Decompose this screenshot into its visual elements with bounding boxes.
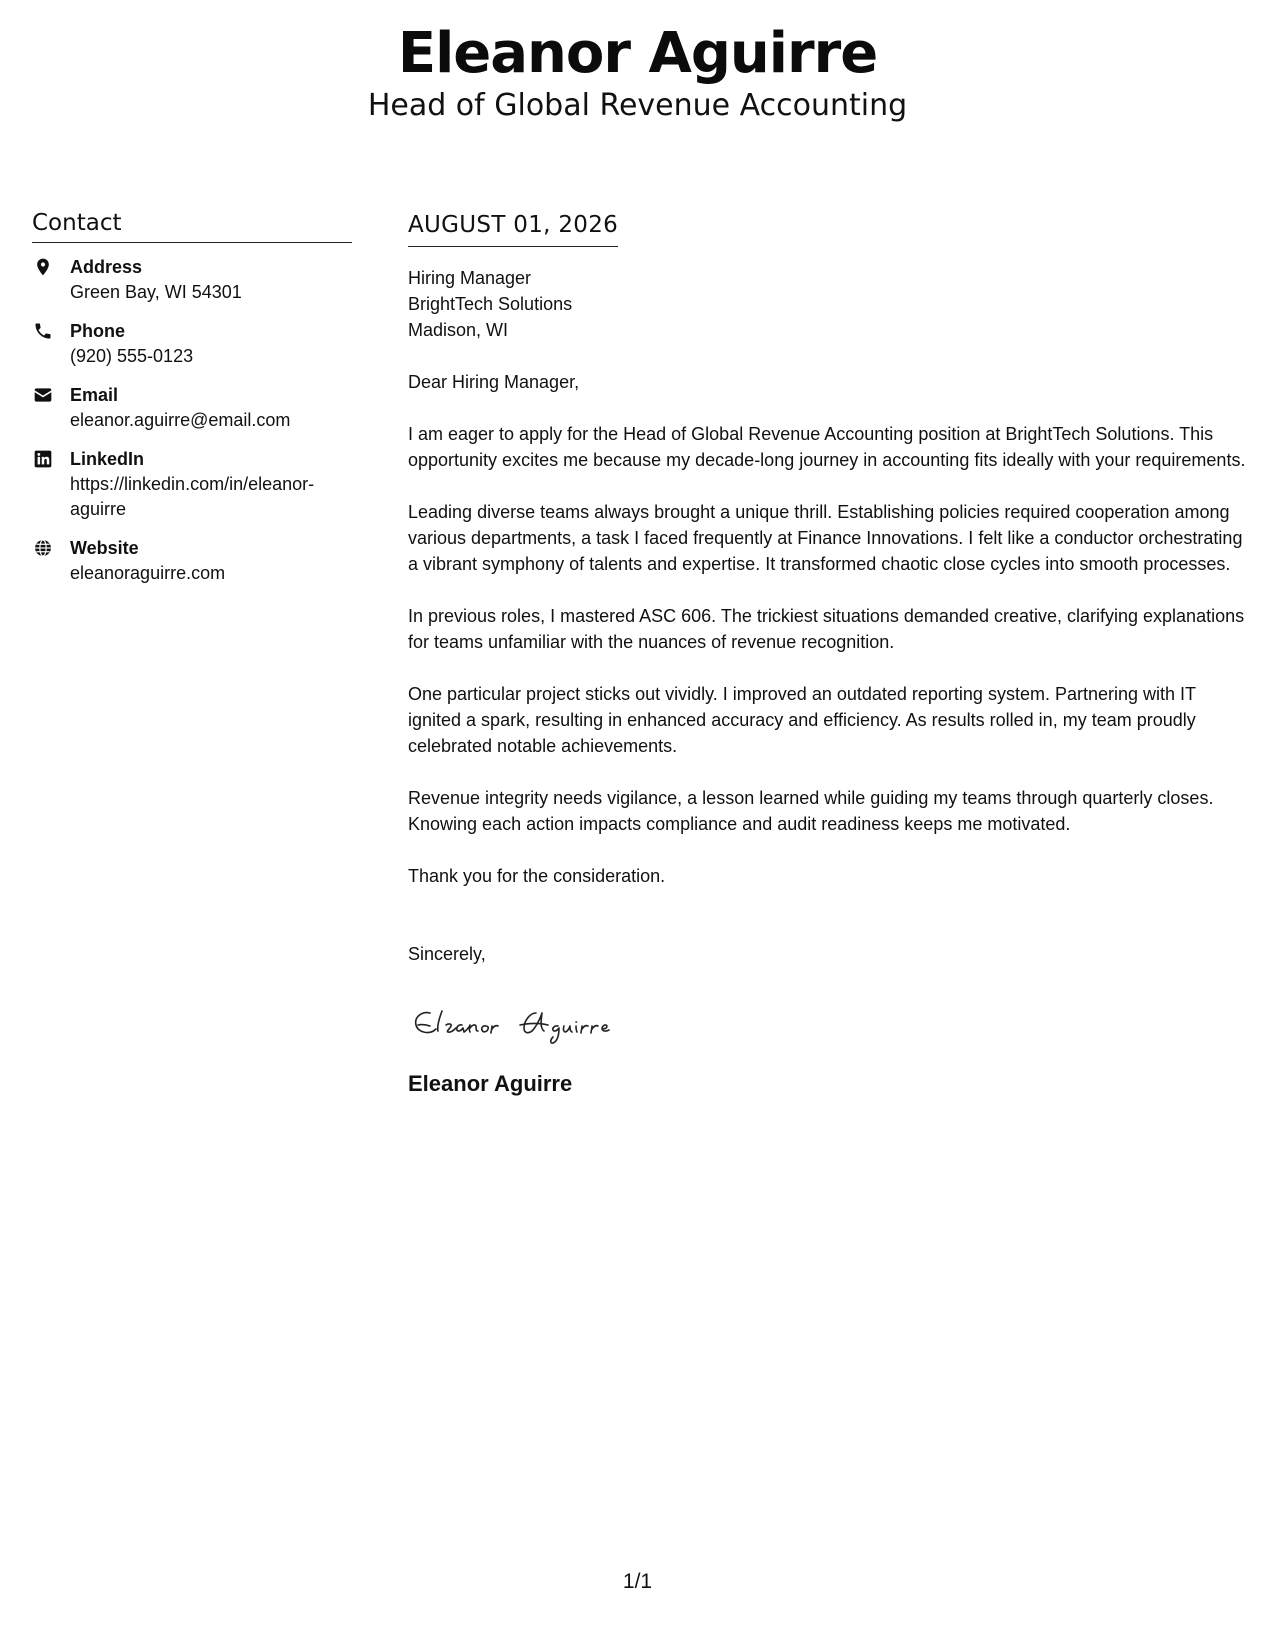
email-value[interactable]: eleanor.aguirre@email.com [70,410,291,430]
contact-item-website [32,536,352,586]
contact-label: Website [70,538,139,558]
salutation: Dear Hiring Manager, [408,372,580,392]
website-value[interactable]: eleanoraguirre.com [70,563,226,583]
address-value: Green Bay, WI 54301 [70,282,242,302]
contact-label: Address [70,257,143,277]
applicant-name: Eleanor Aguirre [397,21,878,86]
page-number: 1/1 [622,1570,653,1593]
globe-icon [32,537,54,559]
phone-value: (920) 555-0123 [70,346,194,366]
body-paragraph: In previous roles, I mastered ASC 606. The trickiest situations demanded creative, clarifying explanations for teams unfamiliar with the nuances of revenue recognition. [408,606,1245,652]
body-paragraph: Revenue integrity needs vigilance, a lesson learned while guiding my teams through quarterly closes. Knowing each action impacts compliance and audit readiness keeps me motivated. [408,788,1214,834]
body-paragraph: I am eager to apply for the Head of Global Revenue Accounting position at BrightTech Solutions. This opportunity excites me because my decade-long journey in accounting fits ideally with your requirements. [408,424,1246,470]
body-paragraph: Leading diverse teams always brought a unique thrill. Establishing policies required cooperation among various departments, a task I faced frequently at Finance Innovations. I felt like a conductor orchestrating a vibrant symphony of talents and expertise. It transformed chaotic close cycles into smooth processes. [408,502,1243,574]
recipient-line: Hiring Manager [408,268,532,288]
contact-item-email [32,383,352,433]
letter-date: AUGUST 01, 2026 [408,208,618,247]
closing: Sincerely, [408,944,486,964]
map-pin-icon [32,256,54,278]
recipient-block [408,265,1253,343]
linkedin-icon [32,448,54,470]
letter-header [0,18,1275,126]
linkedin-value[interactable]: https://linkedin.com/in/eleanor-aguirre [70,474,315,519]
contact-heading: Contact [32,208,352,243]
contact-sidebar [32,208,352,600]
contact-label: Phone [70,321,126,341]
phone-icon [32,320,54,342]
applicant-job-title: Head of Global Revenue Accounting [367,88,908,123]
contact-item-phone [32,319,352,369]
contact-label: Email [70,385,119,405]
body-paragraph: Thank you for the consideration. [408,866,666,886]
body-paragraph: One particular project sticks out vividly. I improved an outdated reporting system. Partnering with IT ignited a spark, resulting in enhanced accuracy and efficiency. As results rolled in, my team proudly celebrated notable achievements. [408,684,1196,756]
contact-item-address [32,255,352,305]
envelope-icon [32,384,54,406]
recipient-line: BrightTech Solutions [408,294,573,314]
letter-body [408,208,1253,1099]
contact-item-linkedin [32,447,352,522]
contact-label: LinkedIn [70,449,145,469]
recipient-line: Madison, WI [408,320,509,340]
handwritten-signature [408,1001,658,1051]
signer-name: Eleanor Aguirre [408,1071,573,1096]
